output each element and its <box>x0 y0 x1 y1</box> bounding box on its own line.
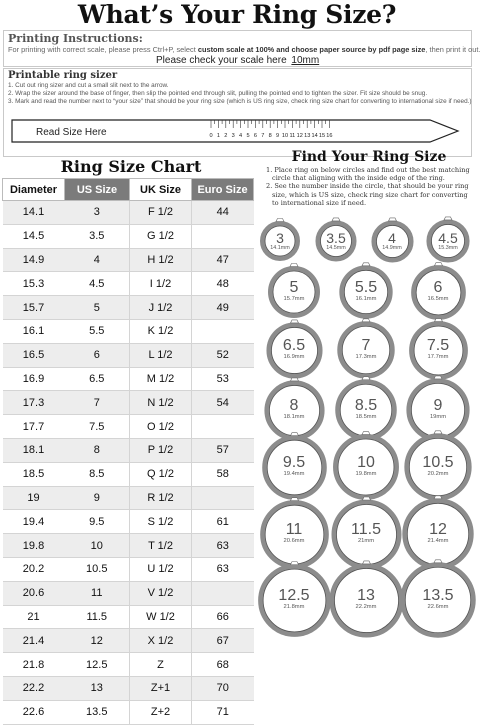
ring-circle <box>255 561 334 640</box>
sizer-number: 13 <box>304 133 311 139</box>
ring-us-size: 4.5 <box>438 229 458 246</box>
printable-ring-sizer <box>3 68 472 157</box>
sizer-number: 10 <box>281 133 289 139</box>
diameter-cell: 22.2 <box>3 676 65 700</box>
ring-us-size: 3 <box>276 229 284 246</box>
ring-diameter: 17.7mm <box>427 354 449 361</box>
diameter-cell: 19 <box>3 486 65 510</box>
uk-size-cell: Z+2 <box>130 700 192 724</box>
uk-size-cell: X 1/2 <box>130 629 192 653</box>
sizer-number: 5 <box>246 133 250 139</box>
ring-us-size: 11.5 <box>351 521 381 538</box>
us-size-cell: 13.5 <box>65 700 130 724</box>
diameter-cell: 21 <box>3 605 65 629</box>
scale-label: Please check your scale here <box>156 55 287 66</box>
printing-instructions <box>3 30 480 67</box>
uk-size-cell: G 1/2 <box>130 224 192 248</box>
sizer-number: 7 <box>261 133 265 139</box>
ring-diameter: 19.8mm <box>355 471 377 478</box>
uk-size-cell: W 1/2 <box>130 605 192 629</box>
us-size-cell: 11 <box>65 581 130 605</box>
us-size-cell: 9.5 <box>65 510 130 534</box>
sizer-number: 9 <box>276 133 280 139</box>
scale-check <box>156 55 321 66</box>
printing-text-bold: custom scale at 100% and choose paper source by pdf page size <box>197 45 426 54</box>
sizer-strip <box>10 112 466 150</box>
ring-diameter: 15.7mm <box>283 296 305 303</box>
diameter-cell: 18.5 <box>3 462 65 486</box>
ring-diameter: 18.5mm <box>355 414 377 421</box>
diameter-cell: 14.5 <box>3 224 65 248</box>
ring-us-size: 5.5 <box>354 279 378 296</box>
table-row <box>3 676 254 700</box>
ring-diameter: 16.9mm <box>283 354 305 361</box>
us-size-cell: 8.5 <box>65 462 130 486</box>
header-us-size: US Size <box>65 179 130 201</box>
euro-size-cell: 47 <box>192 248 254 272</box>
uk-size-cell: O 1/2 <box>130 415 192 439</box>
us-size-cell: 7 <box>65 391 130 415</box>
header-diameter: Diameter <box>3 179 65 201</box>
ring-circle <box>330 431 402 503</box>
ring-diameter: 16.1mm <box>355 296 377 303</box>
table-row <box>3 557 254 581</box>
table-row <box>3 581 254 605</box>
uk-size-cell: K 1/2 <box>130 319 192 343</box>
ring-us-size: 11 <box>285 521 303 538</box>
table-row <box>3 415 254 439</box>
ring-diameter: 21mm <box>357 538 375 545</box>
diameter-cell: 21.8 <box>3 653 65 677</box>
us-size-cell: 10 <box>65 534 130 558</box>
euro-size-cell: 49 <box>192 296 254 320</box>
ring-circle <box>265 263 323 321</box>
table-row <box>3 486 254 510</box>
euro-size-cell: 54 <box>192 391 254 415</box>
us-size-cell: 13 <box>65 676 130 700</box>
table-row <box>3 272 254 296</box>
finder-title: Find Your Ring Size <box>291 149 447 165</box>
table-row <box>3 343 254 367</box>
ring-diameter: 16.5mm <box>427 296 449 303</box>
euro-size-cell: 52 <box>192 343 254 367</box>
sizer-number: 16 <box>326 133 333 139</box>
table-row <box>3 462 254 486</box>
ring-circle <box>257 218 303 264</box>
us-size-cell: 11.5 <box>65 605 130 629</box>
uk-size-cell: J 1/2 <box>130 296 192 320</box>
euro-size-cell: 70 <box>192 676 254 700</box>
ring-circle <box>263 319 326 382</box>
sizer-step: 2. Wrap the sizer around the base of finger, then slip the pointed end through slit, pulling the pointed end to tighten the sizer. Fit size should be snug. <box>8 90 428 97</box>
diameter-cell: 19.8 <box>3 534 65 558</box>
table-row <box>3 248 254 272</box>
ring-diameter: 15.3mm <box>438 244 458 251</box>
ring-us-size: 9.5 <box>282 454 306 471</box>
ring-diameter: 21.4mm <box>427 538 449 545</box>
us-size-cell: 6 <box>65 343 130 367</box>
sizer-number: 8 <box>268 133 272 139</box>
euro-size-cell: 44 <box>192 201 254 225</box>
uk-size-cell: P 1/2 <box>130 438 192 462</box>
euro-size-cell: 63 <box>192 534 254 558</box>
finder-step: 1. Place ring on below circles and find out the best matching circle that aligning with the inside edge of the ring. <box>266 166 470 183</box>
diameter-cell: 15.3 <box>3 272 65 296</box>
diameter-cell: 18.1 <box>3 438 65 462</box>
ring-us-size: 7.5 <box>426 337 450 354</box>
uk-size-cell: S 1/2 <box>130 510 192 534</box>
ring-circle <box>368 217 417 266</box>
table-row <box>3 201 254 225</box>
sizer-number: 1 <box>216 133 220 139</box>
ring-us-size: 9 <box>433 397 443 414</box>
ring-diameter: 14.5mm <box>326 244 346 251</box>
diameter-cell: 22.6 <box>3 700 65 724</box>
diameter-cell: 16.1 <box>3 319 65 343</box>
uk-size-cell: Q 1/2 <box>130 462 192 486</box>
ring-us-size: 10.5 <box>422 454 454 471</box>
us-size-cell: 5.5 <box>65 319 130 343</box>
euro-size-cell: 61 <box>192 510 254 534</box>
diameter-cell: 14.9 <box>3 248 65 272</box>
ring-us-size: 13 <box>357 587 375 604</box>
page-title: What’s Your Ring Size? <box>77 0 397 29</box>
table-row <box>3 700 254 724</box>
sizer-number: 12 <box>296 133 303 139</box>
ring-circle <box>397 559 479 641</box>
table-row <box>3 224 254 248</box>
ring-us-size: 12 <box>429 521 447 538</box>
euro-size-cell: 66 <box>192 605 254 629</box>
sizer-step: 1. Cut out ring sizer and cut a small slit next to the arrow. <box>8 82 169 89</box>
printing-text-a: For printing with correct scale, please press Ctrl+P, select <box>8 45 198 54</box>
ring-us-size: 8.5 <box>354 397 378 414</box>
euro-size-cell: 53 <box>192 367 254 391</box>
diameter-cell: 17.7 <box>3 415 65 439</box>
printing-text-b: , then print it out. <box>425 45 480 54</box>
ring-us-size: 7 <box>361 337 371 354</box>
us-size-cell: 3 <box>65 201 130 225</box>
euro-size-cell <box>192 415 254 439</box>
us-size-cell: 8 <box>65 438 130 462</box>
table-row <box>3 367 254 391</box>
ring-circle <box>401 430 475 504</box>
us-size-cell: 4 <box>65 248 130 272</box>
sizer-step: 3. Mark and read the number next to “your size” that should be your ring size (which is US ring size, check ring size chart for converting to international size if need.) <box>8 98 472 105</box>
ring-diameter: 22.2mm <box>355 604 377 611</box>
uk-size-cell: V 1/2 <box>130 581 192 605</box>
ring-us-size: 12.5 <box>278 587 310 604</box>
ring-circle <box>336 262 396 322</box>
us-size-cell: 12.5 <box>65 653 130 677</box>
ring-circle <box>408 262 469 323</box>
uk-size-cell: L 1/2 <box>130 343 192 367</box>
us-size-cell: 7.5 <box>65 415 130 439</box>
sizer-number: 15 <box>318 133 326 139</box>
ring-circle <box>259 432 330 503</box>
uk-size-cell: U 1/2 <box>130 557 192 581</box>
diameter-cell: 17.3 <box>3 391 65 415</box>
us-size-cell: 9 <box>65 486 130 510</box>
diameter-cell: 15.7 <box>3 296 65 320</box>
us-size-cell: 12 <box>65 629 130 653</box>
uk-size-cell: T 1/2 <box>130 534 192 558</box>
table-row <box>3 438 254 462</box>
euro-size-cell <box>192 486 254 510</box>
ring-us-size: 6 <box>433 279 443 296</box>
chart-title: Ring Size Chart <box>60 157 202 176</box>
scale-value: 10mm <box>291 55 320 66</box>
printing-heading: Printing Instructions: <box>8 32 143 45</box>
ring-us-size: 13.5 <box>422 587 454 604</box>
diameter-cell: 16.9 <box>3 367 65 391</box>
ring-circle <box>312 217 360 265</box>
header-euro-size: Euro Size <box>192 179 254 201</box>
euro-size-cell: 48 <box>192 272 254 296</box>
uk-size-cell: I 1/2 <box>130 272 192 296</box>
ring-us-size: 3.5 <box>326 229 346 246</box>
euro-size-cell <box>192 581 254 605</box>
sizer-number: 14 <box>311 133 318 139</box>
ring-diameter: 21.8mm <box>283 604 305 611</box>
table-row <box>3 296 254 320</box>
finder-steps <box>266 166 472 207</box>
diameter-cell: 16.5 <box>3 343 65 367</box>
us-size-cell: 3.5 <box>65 224 130 248</box>
us-size-cell: 10.5 <box>65 557 130 581</box>
ring-circle <box>326 560 407 641</box>
table-row <box>3 653 254 677</box>
diameter-cell: 20.2 <box>3 557 65 581</box>
sizer-number: 0 <box>209 133 213 139</box>
ring-circle <box>423 216 473 266</box>
table-row <box>3 629 254 653</box>
ring-us-size: 10 <box>357 454 375 471</box>
euro-size-cell: 67 <box>192 629 254 653</box>
ring-diameter: 19mm <box>429 414 447 421</box>
ring-us-size: 6.5 <box>282 337 306 354</box>
euro-size-cell <box>192 224 254 248</box>
euro-size-cell: 63 <box>192 557 254 581</box>
table-row <box>3 319 254 343</box>
ring-diameter: 14.1mm <box>270 244 290 251</box>
sizer-number: 11 <box>289 133 296 139</box>
euro-size-cell: 58 <box>192 462 254 486</box>
uk-size-cell: H 1/2 <box>130 248 192 272</box>
euro-size-cell: 68 <box>192 653 254 677</box>
diameter-cell: 19.4 <box>3 510 65 534</box>
sizer-heading: Printable ring sizer <box>8 70 118 81</box>
us-size-cell: 6.5 <box>65 367 130 391</box>
finder-step: 2. See the number inside the circle, that should be your ring size, which is US size, check ring size chart for converting to international size if need. <box>266 182 469 207</box>
ring-diameter: 20.2mm <box>427 471 449 478</box>
us-size-cell: 4.5 <box>65 272 130 296</box>
diameter-cell: 20.6 <box>3 581 65 605</box>
ring-size-table <box>2 178 254 725</box>
sizer-number: 4 <box>239 133 243 139</box>
euro-size-cell <box>192 319 254 343</box>
ring-diameter: 19.4mm <box>283 471 305 478</box>
ring-us-size: 4 <box>388 229 396 246</box>
table-row <box>3 534 254 558</box>
sizer-number: 3 <box>231 133 235 139</box>
ring-diameter: 20.6mm <box>283 538 305 545</box>
table-row <box>3 605 254 629</box>
ring-diameter: 18.1mm <box>283 414 305 421</box>
sizer-number: 6 <box>253 133 257 139</box>
header-uk-size: UK Size <box>130 179 192 201</box>
euro-size-cell: 57 <box>192 438 254 462</box>
table-row <box>3 510 254 534</box>
ring-diameter: 17.3mm <box>355 354 377 361</box>
uk-size-cell: Z+1 <box>130 676 192 700</box>
read-size-label: Read Size Here <box>36 127 107 138</box>
uk-size-cell: N 1/2 <box>130 391 192 415</box>
uk-size-cell: R 1/2 <box>130 486 192 510</box>
ring-us-size: 8 <box>289 397 299 414</box>
sizer-number: 2 <box>224 133 228 139</box>
printing-text <box>8 45 480 54</box>
ring-circle <box>406 318 471 383</box>
uk-size-cell: Z <box>130 653 192 677</box>
uk-size-cell: F 1/2 <box>130 201 192 225</box>
ring-us-size: 5 <box>289 279 299 296</box>
uk-size-cell: M 1/2 <box>130 367 192 391</box>
us-size-cell: 5 <box>65 296 130 320</box>
ring-circle <box>334 318 398 382</box>
ring-diameter: 22.6mm <box>427 604 449 611</box>
euro-size-cell: 71 <box>192 700 254 724</box>
diameter-cell: 14.1 <box>3 201 65 225</box>
ring-diameter: 14.9mm <box>382 244 402 251</box>
diameter-cell: 21.4 <box>3 629 65 653</box>
table-row <box>3 391 254 415</box>
